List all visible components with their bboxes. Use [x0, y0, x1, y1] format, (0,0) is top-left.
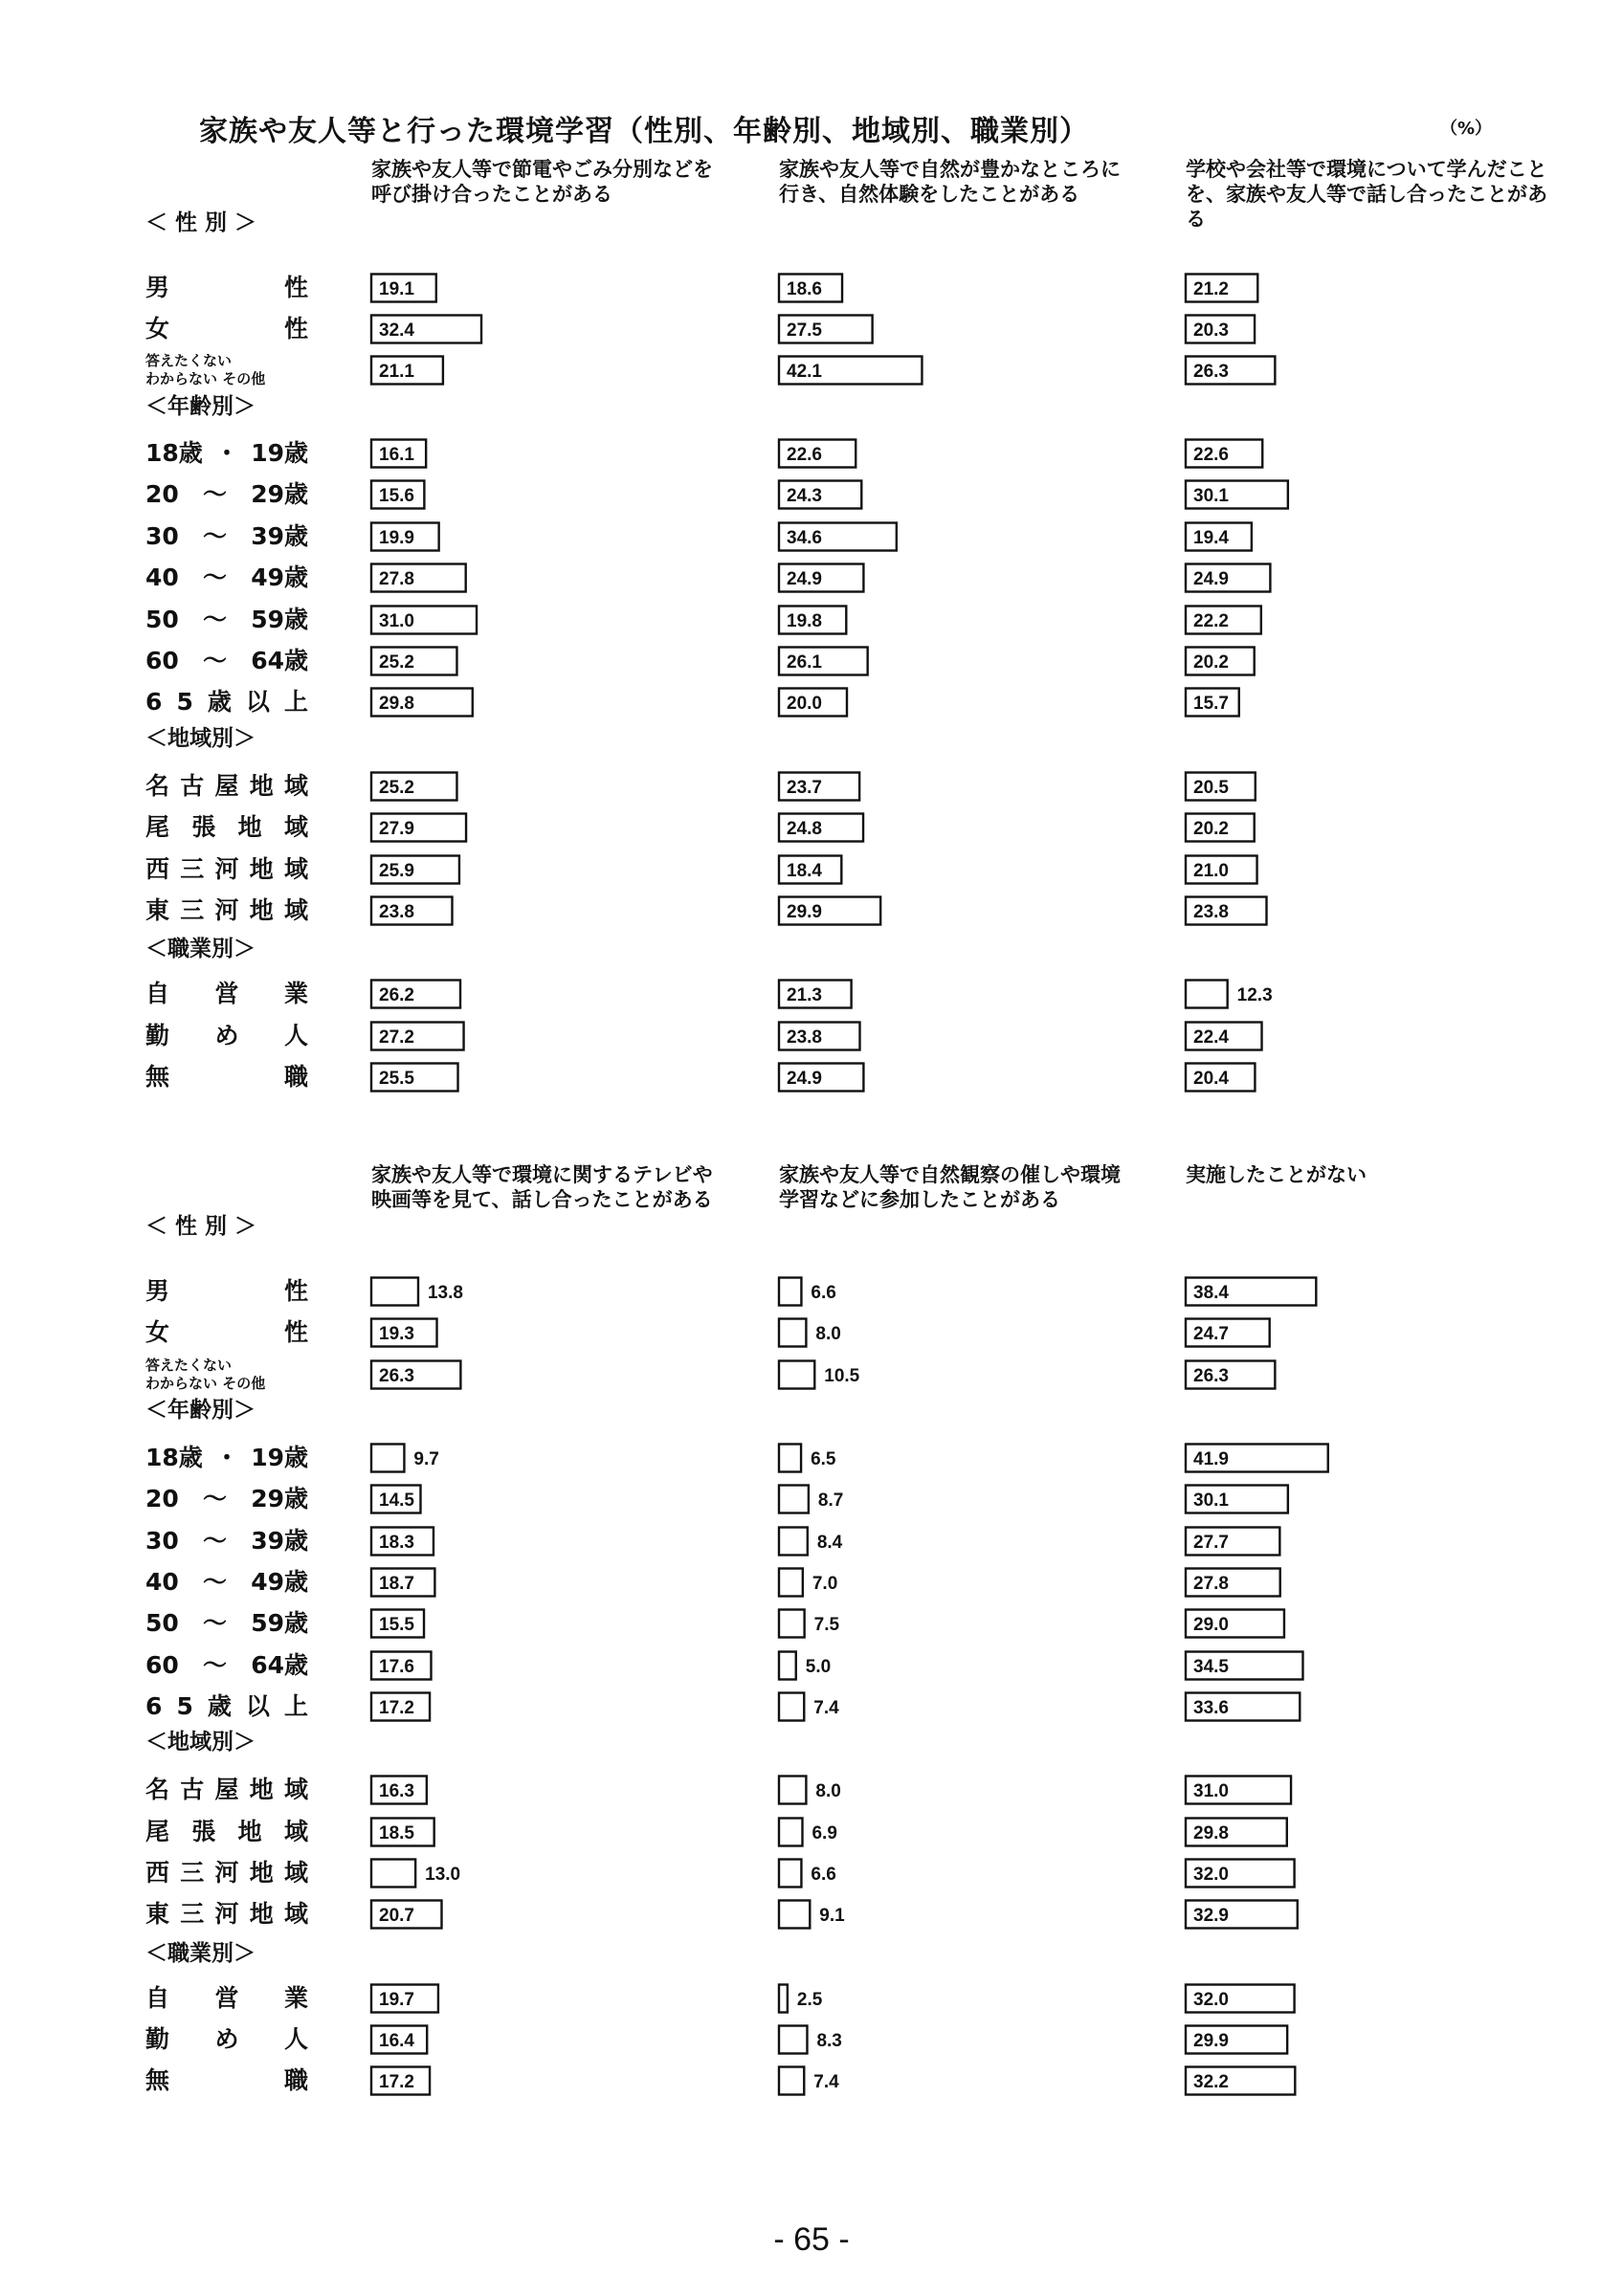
data-label: 32.4: [379, 320, 414, 341]
data-label: 10.5: [824, 1366, 860, 1386]
row-label: 6 5 歳 以 上: [145, 688, 308, 716]
data-label: 24.9: [787, 1069, 822, 1089]
data-label: 5.0: [805, 1657, 832, 1677]
data-label: 19.4: [1193, 528, 1229, 548]
data-label: 12.3: [1236, 985, 1273, 1005]
data-label: 27.2: [379, 1027, 414, 1048]
group-header-age: ＜年齢別＞: [145, 1398, 256, 1423]
data-label: 24.8: [787, 819, 822, 839]
data-label: 26.3: [1193, 362, 1229, 382]
data-label: 17.2: [379, 2072, 414, 2092]
data-label: 27.5: [787, 320, 822, 341]
data-label: 21.0: [1193, 861, 1229, 881]
data-label: 16.1: [379, 445, 414, 465]
bar: [779, 1486, 809, 1513]
data-label: 29.8: [1193, 1823, 1229, 1843]
data-label: 23.7: [787, 778, 822, 798]
row-label: 18歳 ・ 19歳: [145, 439, 308, 467]
data-label: 25.9: [379, 861, 414, 881]
row-label: 尾 張 地 域: [145, 1818, 308, 1845]
page-number: - 65 -: [773, 2221, 850, 2258]
group-header-gender: ＜ 性 別 ＞: [145, 210, 257, 235]
bar: [779, 1278, 801, 1306]
data-label: 27.8: [1193, 1574, 1229, 1594]
row-label: 東 三 河 地 域: [145, 1900, 308, 1928]
data-label: 16.4: [379, 2031, 414, 2051]
row-label: 名 古 屋 地 域: [145, 1776, 308, 1803]
data-label: 16.3: [379, 1781, 414, 1801]
data-label: 19.7: [379, 1990, 414, 2010]
data-label: 34.5: [1193, 1657, 1229, 1677]
data-label: 32.0: [1193, 1865, 1229, 1885]
data-label: 19.3: [379, 1324, 414, 1344]
data-label: 20.2: [1193, 652, 1229, 673]
row-label: 6 5 歳 以 上: [145, 1692, 308, 1720]
data-label: 18.6: [787, 279, 822, 299]
data-label: 24.7: [1193, 1324, 1229, 1344]
bar: [779, 1860, 801, 1888]
data-label: 27.8: [379, 569, 414, 589]
data-label: 29.9: [787, 902, 822, 922]
bar: [371, 1278, 418, 1306]
data-label: 20.5: [1193, 778, 1229, 798]
data-label: 22.6: [787, 445, 822, 465]
group-header-occupation: ＜職業別＞: [145, 937, 256, 961]
row-label: 女 性: [145, 1318, 308, 1346]
data-label: 29.8: [379, 694, 414, 714]
data-label: 19.8: [787, 611, 822, 631]
row-label: 30 ～ 39歳: [145, 522, 308, 550]
data-label: 31.0: [379, 611, 414, 631]
row-label: 50 ～ 59歳: [145, 606, 308, 633]
row-label: 60 ～ 64歳: [145, 1651, 308, 1679]
row-label: 20 ～ 29歳: [145, 1485, 308, 1512]
row-label: 自 営 業: [145, 980, 308, 1007]
row-label: 名 古 屋 地 域: [145, 772, 308, 800]
row-label: 男 性: [145, 1277, 308, 1305]
bar: [779, 1610, 805, 1638]
group-header-region: ＜地域別＞: [145, 1730, 256, 1755]
data-label: 7.0: [812, 1574, 838, 1594]
data-label: 15.6: [379, 486, 414, 506]
row-label: 東 三 河 地 域: [145, 896, 308, 924]
row-label: 自 営 業: [145, 1984, 308, 2012]
series-title: 家族や友人等で自然観察の催しや環境学習などに参加したことがある: [779, 1163, 1121, 1211]
series-title: 家族や友人等で環境に関するテレビや映画等を見て、話し合ったことがある: [371, 1163, 713, 1211]
data-label: 8.7: [817, 1490, 844, 1511]
data-label: 17.6: [379, 1657, 414, 1677]
bar: [371, 1860, 415, 1888]
data-label: 7.4: [813, 1698, 839, 1718]
bar: [779, 1361, 814, 1389]
data-label: 25.2: [379, 652, 414, 673]
data-label: 26.1: [787, 652, 822, 673]
data-label: 7.4: [813, 2072, 839, 2092]
bar: [779, 1445, 801, 1472]
data-label: 13.8: [427, 1283, 463, 1303]
data-label: 6.6: [811, 1283, 836, 1303]
row-label: 答えたくない わからない その他: [145, 1357, 266, 1392]
data-label: 8.0: [815, 1324, 841, 1344]
row-label: 40 ～ 49歳: [145, 1568, 308, 1596]
data-label: 17.2: [379, 1698, 414, 1718]
data-label: 23.8: [379, 902, 414, 922]
data-label: 8.3: [816, 2031, 842, 2051]
row-label: 西 三 河 地 域: [145, 1859, 308, 1887]
data-label: 30.1: [1193, 1490, 1229, 1511]
data-label: 22.6: [1193, 445, 1229, 465]
data-label: 22.2: [1193, 611, 1229, 631]
data-label: 18.4: [787, 861, 822, 881]
group-header-region: ＜地域別＞: [145, 726, 256, 751]
data-label: 8.4: [816, 1533, 843, 1553]
data-label: 6.5: [811, 1449, 836, 1469]
bar: [779, 1319, 806, 1347]
data-label: 21.1: [379, 362, 414, 382]
data-label: 41.9: [1193, 1449, 1229, 1469]
row-label: 勤 め 人: [145, 2025, 308, 2053]
data-label: 31.0: [1193, 1781, 1229, 1801]
page-title: 家族や友人等と行った環境学習（性別、年齢別、地域別、職業別）: [199, 115, 1089, 148]
data-label: 34.6: [787, 528, 822, 548]
series-title: 家族や友人等で節電やごみ分別などを呼び掛け合ったことがある: [371, 158, 713, 206]
data-label: 38.4: [1193, 1283, 1229, 1303]
series-title: 家族や友人等で自然が豊かなところに行き、自然体験をしたことがある: [779, 158, 1121, 206]
bar: [779, 1569, 803, 1597]
data-label: 21.3: [787, 985, 822, 1005]
row-label: 女 性: [145, 315, 308, 342]
bar: [779, 1985, 788, 2013]
group-header-gender: ＜ 性 別 ＞: [145, 1214, 257, 1239]
data-label: 7.5: [813, 1615, 840, 1635]
row-label: 答えたくない わからない その他: [145, 352, 266, 387]
data-label: 21.2: [1193, 279, 1229, 299]
data-label: 20.7: [379, 1906, 414, 1926]
data-label: 22.4: [1193, 1027, 1229, 1048]
unit-label: （%）: [1440, 119, 1493, 139]
series-title: 実施したことがない: [1186, 1163, 1367, 1186]
data-label: 32.9: [1193, 1906, 1229, 1926]
data-label: 24.3: [787, 486, 822, 506]
data-label: 20.0: [787, 694, 822, 714]
series-title: 学校や会社等で環境について学んだことを、家族や友人等で話し合ったことがある: [1186, 158, 1547, 231]
data-label: 9.7: [413, 1449, 439, 1469]
data-label: 24.9: [787, 569, 822, 589]
bar: [779, 1777, 806, 1804]
row-label: 西 三 河 地 域: [145, 855, 308, 883]
data-label: 18.5: [379, 1823, 414, 1843]
group-header-occupation: ＜職業別＞: [145, 1941, 256, 1966]
data-label: 30.1: [1193, 486, 1229, 506]
bar: [779, 2026, 807, 2054]
data-label: 15.5: [379, 1615, 414, 1635]
row-label: 尾 張 地 域: [145, 813, 308, 841]
bar: [779, 1901, 810, 1929]
data-label: 32.2: [1193, 2072, 1229, 2092]
data-label: 33.6: [1193, 1698, 1229, 1718]
row-label: 40 ～ 49歳: [145, 563, 308, 591]
data-label: 32.0: [1193, 1990, 1229, 2010]
data-label: 26.3: [379, 1366, 414, 1386]
bar: [371, 1445, 404, 1472]
data-label: 18.7: [379, 1574, 414, 1594]
row-label: 50 ～ 59歳: [145, 1609, 308, 1637]
data-label: 25.5: [379, 1069, 414, 1089]
data-label: 13.0: [425, 1865, 461, 1885]
data-label: 20.3: [1193, 320, 1229, 341]
bar: [779, 2067, 804, 2095]
bar: [779, 1693, 804, 1721]
bar: [779, 1652, 796, 1680]
data-label: 24.9: [1193, 569, 1229, 589]
bar: [1186, 981, 1228, 1008]
row-label: 無 職: [145, 1063, 308, 1091]
row-label: 30 ～ 39歳: [145, 1527, 308, 1555]
data-label: 6.6: [811, 1865, 836, 1885]
data-label: 42.1: [787, 362, 822, 382]
data-label: 26.2: [379, 985, 414, 1005]
data-label: 18.3: [379, 1533, 414, 1553]
data-label: 23.8: [1193, 902, 1229, 922]
data-label: 23.8: [787, 1027, 822, 1048]
row-label: 18歳 ・ 19歳: [145, 1444, 308, 1471]
row-label: 勤 め 人: [145, 1022, 308, 1049]
data-label: 8.0: [815, 1781, 841, 1801]
data-label: 14.5: [379, 1490, 414, 1511]
data-label: 27.9: [379, 819, 414, 839]
data-label: 26.3: [1193, 1366, 1229, 1386]
group-header-age: ＜年齢別＞: [145, 394, 256, 419]
data-label: 20.4: [1193, 1069, 1229, 1089]
data-label: 9.1: [819, 1906, 845, 1926]
bar: [779, 1819, 802, 1846]
data-label: 19.1: [379, 279, 414, 299]
data-label: 19.9: [379, 528, 414, 548]
row-label: 男 性: [145, 274, 308, 301]
data-label: 29.0: [1193, 1615, 1229, 1635]
data-label: 15.7: [1193, 694, 1229, 714]
data-label: 20.2: [1193, 819, 1229, 839]
row-label: 無 職: [145, 2066, 308, 2094]
data-label: 25.2: [379, 778, 414, 798]
data-label: 2.5: [796, 1990, 823, 2010]
row-label: 20 ～ 29歳: [145, 480, 308, 508]
row-label: 60 ～ 64歳: [145, 647, 308, 674]
data-label: 27.7: [1193, 1533, 1229, 1553]
bar: [779, 1528, 808, 1556]
data-label: 6.9: [812, 1823, 837, 1843]
data-label: 29.9: [1193, 2031, 1229, 2051]
